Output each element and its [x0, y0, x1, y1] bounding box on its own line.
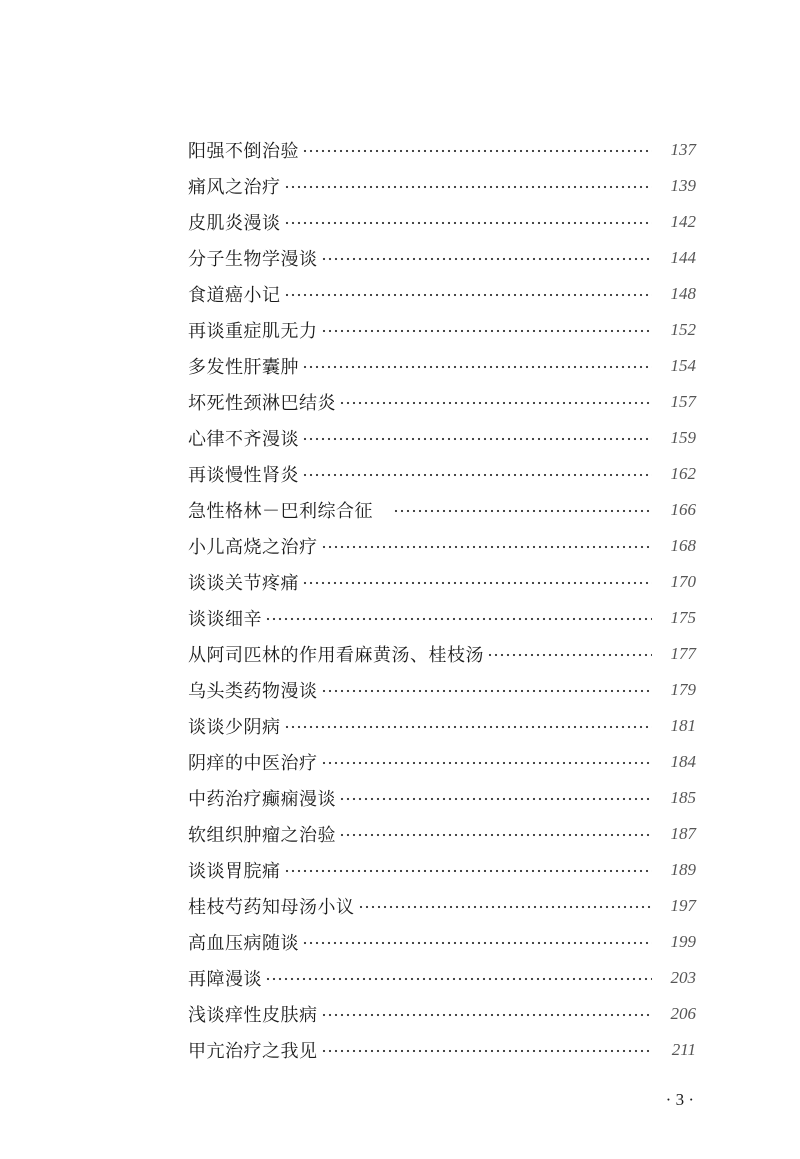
toc-dot-leader — [321, 1005, 653, 1023]
toc-dot-leader — [321, 753, 653, 771]
toc-entry — [188, 672, 696, 708]
toc-entry — [188, 852, 696, 888]
toc-dot-leader — [321, 681, 653, 699]
toc-entry — [188, 780, 696, 816]
toc-entry — [188, 420, 696, 456]
toc-entry-page: 142 — [670, 212, 696, 231]
toc-entry-title: 高血压病随谈 — [188, 933, 299, 954]
toc-entry-title: 谈谈胃脘痛 — [188, 861, 281, 882]
toc-entry — [188, 456, 696, 492]
toc-entry-title: 小儿高烧之治疗 — [188, 537, 318, 558]
toc-entry-page: 206 — [670, 1004, 696, 1023]
toc-dot-leader — [284, 861, 653, 879]
toc-entry-page: 148 — [670, 284, 696, 303]
toc-entry — [188, 168, 696, 204]
toc-dot-leader — [321, 1041, 653, 1059]
toc-entry-page: 168 — [670, 536, 696, 555]
toc-entry-title: 再障漫谈 — [188, 969, 262, 990]
toc-dot-leader — [302, 465, 652, 483]
toc-entry-page: 170 — [670, 572, 696, 591]
toc-entry — [188, 276, 696, 312]
toc-entry-page: 144 — [670, 248, 696, 267]
toc-entry-title: 从阿司匹林的作用看麻黄汤、桂枝汤 — [188, 645, 484, 666]
toc-entry-title: 多发性肝囊肿 — [188, 357, 299, 378]
toc-entry — [188, 384, 696, 420]
toc-entry-page: 187 — [670, 824, 696, 843]
toc-entry-title: 桂枝芍药知母汤小议 — [188, 897, 355, 918]
toc-entry — [188, 600, 696, 636]
toc-entry — [188, 960, 696, 996]
toc-entry-title: 软组织肿瘤之治验 — [188, 825, 336, 846]
toc-dot-leader — [321, 537, 653, 555]
toc-dot-leader — [302, 357, 652, 375]
toc-entry-title: 食道癌小记 — [188, 285, 281, 306]
toc-entry-title: 急性格林－巴利综合征 — [188, 501, 373, 522]
toc-dot-leader — [302, 141, 652, 159]
toc-entry-title: 阴痒的中医治疗 — [188, 753, 318, 774]
toc-dot-leader — [487, 645, 652, 663]
toc-dot-leader — [302, 933, 652, 951]
toc-entry-page: 139 — [670, 176, 696, 195]
toc-entry-page: 185 — [670, 788, 696, 807]
toc-entry-page: 177 — [670, 644, 696, 663]
toc-entry — [188, 1032, 696, 1068]
toc-entry-title: 谈谈细辛 — [188, 609, 262, 630]
toc-entry-title: 皮肌炎漫谈 — [188, 213, 281, 234]
toc-dot-leader — [284, 177, 653, 195]
toc-entry — [188, 564, 696, 600]
toc-entry-page: 179 — [670, 680, 696, 699]
page-number: · 3 · — [665, 1090, 694, 1109]
toc-entry-title: 分子生物学漫谈 — [188, 249, 318, 270]
toc-entry — [188, 888, 696, 924]
toc-entry-title: 再谈重症肌无力 — [188, 321, 318, 342]
toc-entry-page: 197 — [670, 896, 696, 915]
toc-entry-page: 152 — [670, 320, 696, 339]
toc-entry — [188, 348, 696, 384]
toc-dot-leader — [302, 573, 652, 591]
toc-entry-page: 189 — [670, 860, 696, 879]
toc-entry — [188, 744, 696, 780]
toc-entry-page: 159 — [670, 428, 696, 447]
toc-entry-page: 166 — [670, 500, 696, 519]
toc-entry — [188, 132, 696, 168]
toc-dot-leader — [284, 285, 653, 303]
toc-dot-leader — [265, 609, 652, 627]
toc-entry — [188, 816, 696, 852]
toc-dot-leader — [284, 717, 653, 735]
toc-entry-title: 浅谈痒性皮肤病 — [188, 1005, 318, 1026]
toc-entry-title: 谈谈关节疼痛 — [188, 573, 299, 594]
toc-dot-leader — [339, 393, 652, 411]
toc-dot-leader — [321, 321, 653, 339]
toc-entry-page: 162 — [670, 464, 696, 483]
table-of-contents — [188, 132, 696, 1068]
toc-entry — [188, 996, 696, 1032]
toc-entry-title: 痛风之治疗 — [188, 177, 281, 198]
toc-entry — [188, 708, 696, 744]
toc-entry-page: 184 — [670, 752, 696, 771]
toc-entry-page: 157 — [670, 392, 696, 411]
toc-entry — [188, 204, 696, 240]
toc-entry-title: 谈谈少阴病 — [188, 717, 281, 738]
toc-entry-page: 199 — [670, 932, 696, 951]
toc-entry — [188, 312, 696, 348]
toc-entry-page: 175 — [670, 608, 696, 627]
toc-entry-page: 154 — [670, 356, 696, 375]
toc-dot-leader — [339, 789, 652, 807]
toc-dot-leader — [302, 429, 652, 447]
toc-entry-title: 坏死性颈淋巴结炎 — [188, 393, 336, 414]
toc-entry-title: 阳强不倒治验 — [188, 141, 299, 162]
toc-entry — [188, 924, 696, 960]
toc-entry-page: 181 — [670, 716, 696, 735]
toc-entry-title: 心律不齐漫谈 — [188, 429, 299, 450]
toc-entry — [188, 528, 696, 564]
toc-entry-title: 再谈慢性肾炎 — [188, 465, 299, 486]
toc-dot-leader — [265, 969, 652, 987]
toc-dot-leader — [339, 825, 652, 843]
toc-entry-title: 乌头类药物漫谈 — [188, 681, 318, 702]
toc-dot-leader — [393, 501, 652, 519]
toc-entry — [188, 636, 696, 672]
toc-dot-leader — [284, 213, 653, 231]
toc-dot-leader — [358, 897, 653, 915]
toc-dot-leader — [321, 249, 653, 267]
toc-entry — [188, 240, 696, 276]
toc-entry-title: 甲亢治疗之我见 — [188, 1041, 318, 1062]
toc-entry-title: 中药治疗癫痫漫谈 — [188, 789, 336, 810]
toc-entry-page: 211 — [671, 1040, 696, 1059]
toc-entry-page: 137 — [670, 140, 696, 159]
toc-entry-page: 203 — [670, 968, 696, 987]
toc-entry — [188, 492, 696, 528]
